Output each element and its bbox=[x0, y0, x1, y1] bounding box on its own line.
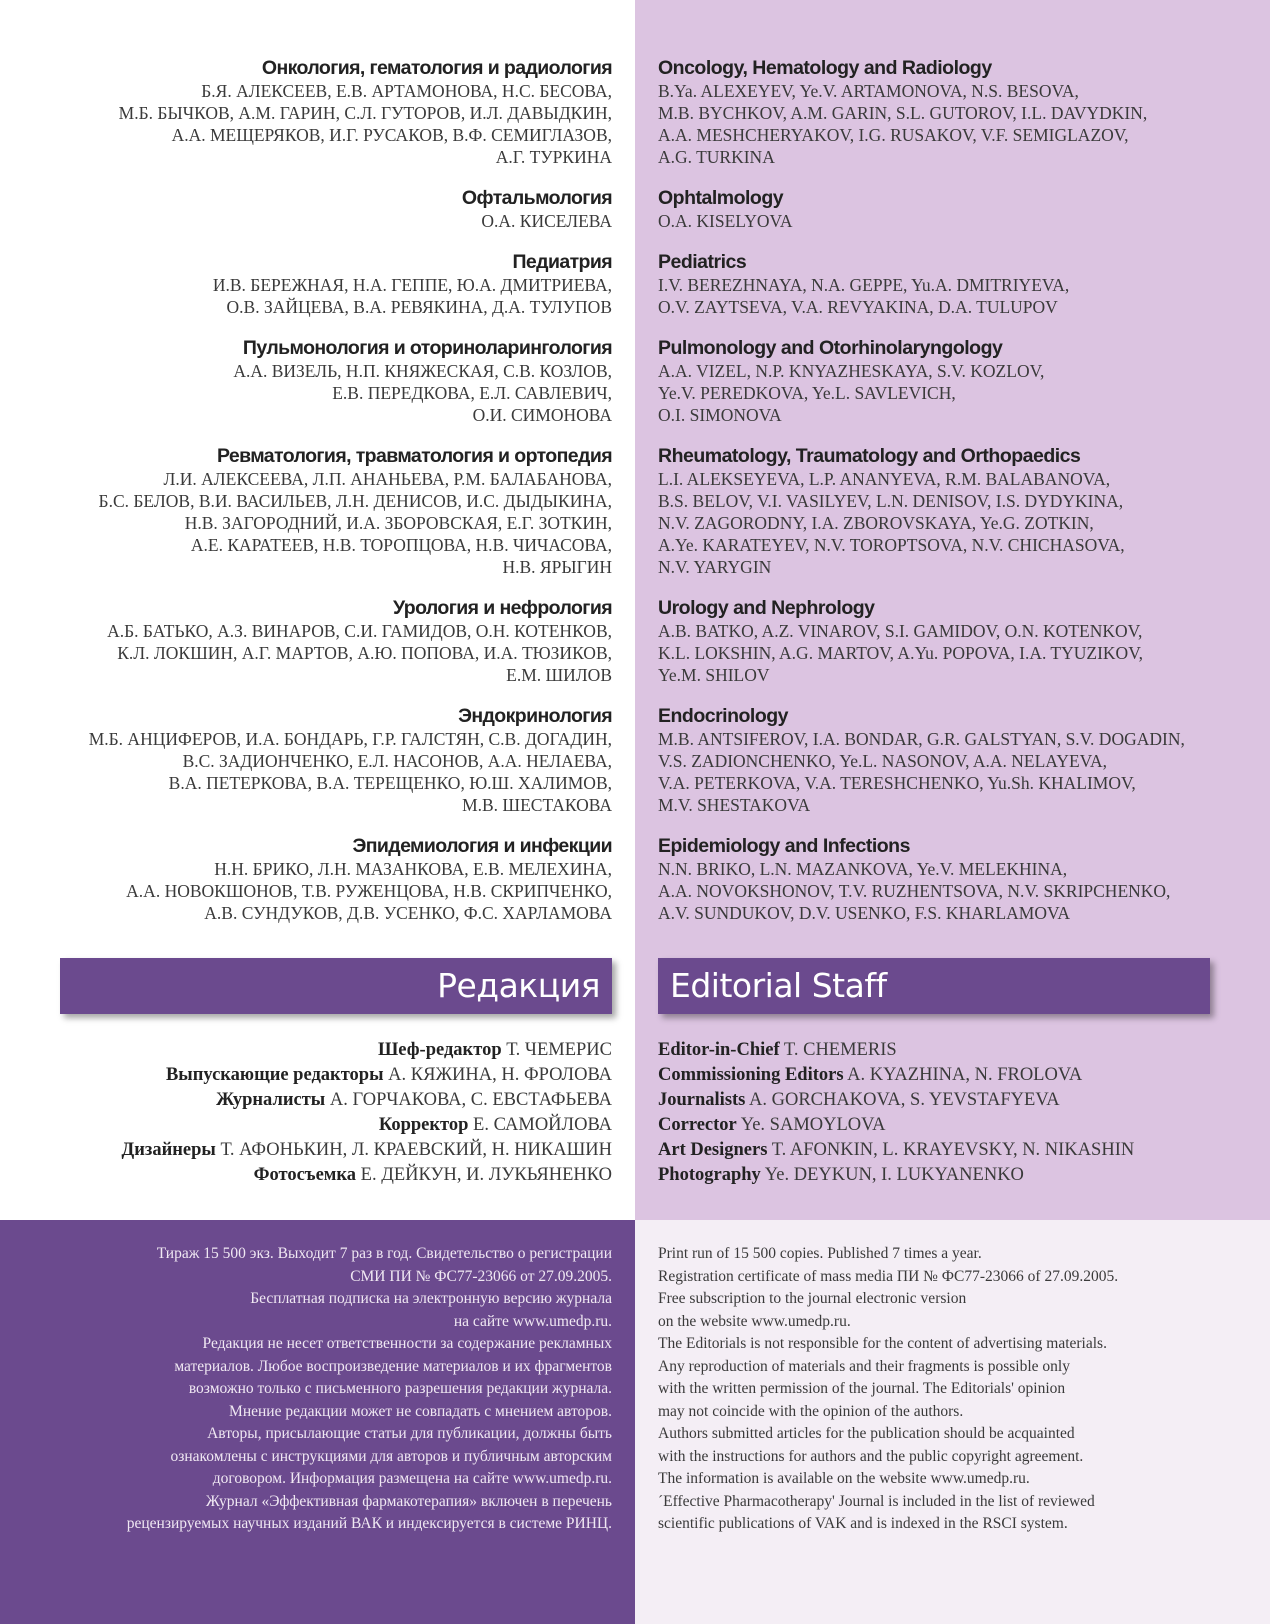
staff-row bbox=[658, 1163, 1218, 1188]
staff-role: Шеф-редактор bbox=[377, 1040, 502, 1060]
member-line: Ye.V. PEREDKOVA, Ye.L. SAVLEVICH, bbox=[658, 383, 956, 403]
member-line: К.Л. ЛОКШИН, А.Г. МАРТОВ, А.Ю. ПОПОВА, И.А. ТЮЗИКОВ, bbox=[117, 643, 612, 663]
member-line: Н.В. ЗАГОРОДНИЙ, И.А. ЗБОРОВСКАЯ, Е.Г. ЗОТКИН, bbox=[184, 513, 612, 533]
member-line: М.В. ШЕСТАКОВА bbox=[462, 795, 612, 815]
section-title: Endocrinology bbox=[658, 705, 788, 727]
note-line: материалов. Любое воспроизведение материалов и их фрагментов bbox=[174, 1357, 612, 1375]
board-section bbox=[658, 835, 1218, 924]
editorial-staff-heading-russian: Редакция bbox=[60, 958, 612, 1014]
member-line: A.A. VIZEL, N.P. KNYAZHESKAYA, S.V. KOZLOV, bbox=[658, 361, 1045, 381]
board-section bbox=[52, 251, 612, 318]
member-line: А.А. ВИЗЕЛЬ, Н.П. КНЯЖЕСКАЯ, С.В. КОЗЛОВ, bbox=[233, 361, 612, 381]
staff-row bbox=[658, 1113, 1218, 1138]
note-line: The information is available on the website www.umedp.ru. bbox=[658, 1470, 1030, 1487]
member-line: M.V. SHESTAKOVA bbox=[658, 795, 811, 815]
note-line: Мнение редакции может не совпадать с мнением авторов. bbox=[229, 1402, 612, 1420]
section-members bbox=[658, 210, 1218, 232]
note-line: ´Effective Pharmacotherapy' Journal is included in the list of reviewed bbox=[658, 1492, 1095, 1510]
note-line: Registration certificate of mass media ПИ № ФС77-23066 of 27.09.2005. bbox=[658, 1267, 1119, 1285]
member-line: Б.С. БЕЛОВ, В.И. ВАСИЛЬЕВ, Л.Н. ДЕНИСОВ, И.С. ДЫДЫКИНА, bbox=[98, 491, 612, 511]
section-title: Урология и нефрология bbox=[392, 597, 612, 619]
board-section bbox=[52, 445, 612, 578]
section-title: Эндокринология bbox=[458, 705, 612, 727]
staff-names: А. КЯЖИНА, Н. ФРОЛОВА bbox=[388, 1065, 612, 1085]
section-members bbox=[658, 620, 1218, 686]
member-line: A.Ye. KARATEYEV, N.V. TOROPTSOVA, N.V. CHICHASOVA, bbox=[658, 535, 1125, 555]
note-line: договором. Информация размещена на сайте www.umedp.ru. bbox=[212, 1470, 612, 1487]
note-line: on the website www.umedp.ru. bbox=[658, 1312, 851, 1330]
staff-names: Т. АФОНЬКИН, Л. КРАЕВСКИЙ, Н. НИКАШИН bbox=[220, 1140, 612, 1160]
section-members bbox=[52, 620, 612, 686]
note-line: возможно только с письменного разрешения редакции журнала. bbox=[188, 1380, 612, 1397]
note-line: на сайте www.umedp.ru. bbox=[453, 1312, 612, 1330]
publication-notes-russian bbox=[47, 1243, 612, 1536]
staff-row bbox=[52, 1063, 612, 1088]
staff-role: Выпускающие редакторы bbox=[165, 1065, 384, 1085]
section-title: Rheumatology, Traumatology and Orthopaedics bbox=[658, 445, 1081, 467]
member-line: B.S. BELOV, V.I. VASILYEV, L.N. DENISOV, I.S. DYDYKINA, bbox=[658, 491, 1124, 511]
section-title: Oncology, Hematology and Radiology bbox=[658, 57, 992, 79]
section-title: Педиатрия bbox=[512, 251, 612, 273]
note-line: Бесплатная подписка на электронную версию журнала bbox=[250, 1290, 612, 1307]
section-members bbox=[658, 728, 1218, 816]
section-title: Pediatrics bbox=[658, 251, 747, 273]
board-section bbox=[52, 57, 612, 168]
section-members bbox=[658, 468, 1218, 578]
note-line: Авторы, присылающие статьи для публикации, должны быть bbox=[207, 1425, 612, 1442]
note-line: Редакция не несет ответственности за содержание рекламных bbox=[202, 1335, 612, 1352]
member-line: Ye.M. SHILOV bbox=[658, 665, 770, 685]
section-title: Пульмонология и оториноларингология bbox=[242, 337, 612, 359]
staff-row bbox=[52, 1113, 612, 1138]
section-members bbox=[658, 274, 1218, 318]
staff-names: T. AFONKIN, L. KRAYEVSKY, N. NIKASHIN bbox=[771, 1140, 1135, 1160]
member-line: А.В. СУНДУКОВ, Д.В. УСЕНКО, Ф.С. ХАРЛАМОВА bbox=[204, 903, 612, 923]
board-section bbox=[52, 705, 612, 816]
section-members bbox=[52, 80, 612, 168]
member-line: L.I. ALEKSEYEVA, L.P. ANANYEVA, R.M. BALABANOVA, bbox=[658, 469, 1111, 489]
member-line: Б.Я. АЛЕКСЕЕВ, Е.В. АРТАМОНОВА, Н.С. БЕСОВА, bbox=[201, 81, 612, 101]
section-members bbox=[52, 210, 612, 232]
staff-names: Е. САМОЙЛОВА bbox=[473, 1115, 612, 1135]
section-members bbox=[658, 360, 1218, 426]
section-title: Urology and Nephrology bbox=[658, 597, 875, 619]
board-section bbox=[52, 835, 612, 924]
note-line: рецензируемых научных изданий ВАК и индексируется в системе РИНЦ. bbox=[126, 1515, 612, 1532]
member-line: А.А. НОВОКШОНОВ, Т.В. РУЖЕНЦОВА, Н.В. СКРИПЧЕНКО, bbox=[126, 881, 612, 901]
member-line: М.Б. БЫЧКОВ, А.М. ГАРИН, С.Л. ГУТОРОВ, И.Л. ДАВЫДКИН, bbox=[118, 103, 612, 123]
note-line: Any reproduction of materials and their fragments is possible only bbox=[658, 1357, 1070, 1375]
staff-role: Photography bbox=[658, 1165, 761, 1185]
section-title: Ophtalmology bbox=[658, 187, 784, 209]
member-line: Н.В. ЯРЫГИН bbox=[502, 557, 612, 577]
member-line: А.Б. БАТЬКО, А.З. ВИНАРОВ, С.И. ГАМИДОВ, О.Н. КОТЕНКОВ, bbox=[107, 621, 612, 641]
section-title: Эпидемиология и инфекции bbox=[352, 835, 612, 857]
staff-row bbox=[52, 1138, 612, 1163]
note-line: may not coincide with the opinion of the authors. bbox=[658, 1402, 964, 1420]
member-line: N.V. YARYGIN bbox=[658, 557, 772, 577]
member-line: V.S. ZADIONCHENKO, Ye.L. NASONOV, A.A. NELAYEVA, bbox=[658, 751, 1108, 771]
board-section bbox=[658, 445, 1218, 578]
member-line: A.G. TURKINA bbox=[658, 147, 775, 167]
member-line: И.В. БЕРЕЖНАЯ, Н.А. ГЕППЕ, Ю.А. ДМИТРИЕВА, bbox=[212, 275, 612, 295]
member-line: А.Г. ТУРКИНА bbox=[495, 147, 612, 167]
member-line: A.B. BATKO, A.Z. VINAROV, S.I. GAMIDOV, O.N. KOTENKOV, bbox=[658, 621, 1143, 641]
note-line: ознакомлены с инструкциями для авторов и публичным авторским bbox=[170, 1447, 612, 1465]
board-section bbox=[658, 597, 1218, 686]
staff-role: Corrector bbox=[658, 1115, 737, 1135]
member-line: M.B. BYCHKOV, A.M. GARIN, S.L. GUTOROV, I.L. DAVYDKIN, bbox=[658, 103, 1148, 123]
staff-role: Фотосъемка bbox=[253, 1165, 357, 1185]
member-line: Н.Н. БРИКО, Л.Н. МАЗАНКОВА, Е.В. МЕЛЕХИНА, bbox=[214, 859, 612, 879]
board-section bbox=[658, 705, 1218, 816]
staff-row bbox=[658, 1138, 1218, 1163]
member-line: Е.М. ШИЛОВ bbox=[506, 665, 612, 685]
member-line: V.A. PETERKOVA, V.A. TERESHCHENKO, Yu.Sh. KHALIMOV, bbox=[658, 773, 1136, 793]
member-line: О.И. СИМОНОВА bbox=[472, 405, 612, 425]
staff-names: A. GORCHAKOVA, S. YEVSTAFYEVA bbox=[749, 1090, 1060, 1110]
member-line: M.B. ANTSIFEROV, I.A. BONDAR, G.R. GALSTYAN, S.V. DOGADIN, bbox=[658, 729, 1185, 749]
member-line: А.А. МЕЩЕРЯКОВ, И.Г. РУСАКОВ, В.Ф. СЕМИГЛАЗОВ, bbox=[171, 125, 612, 145]
staff-row bbox=[52, 1163, 612, 1188]
note-line: СМИ ПИ № ФС77-23066 от 27.09.2005. bbox=[350, 1267, 612, 1285]
member-line: N.N. BRIKO, L.N. MAZANKOVA, Ye.V. MELEKHINA, bbox=[658, 859, 1068, 879]
staff-role: Art Designers bbox=[658, 1140, 768, 1160]
staff-names: T. CHEMERIS bbox=[783, 1040, 897, 1060]
note-line: Free subscription to the journal electronic version bbox=[658, 1290, 967, 1307]
member-line: A.A. NOVOKSHONOV, T.V. RUZHENTSOVA, N.V. SKRIPCHENKO, bbox=[658, 881, 1171, 901]
member-line: Е.В. ПЕРЕДКОВА, Е.Л. САВЛЕВИЧ, bbox=[332, 383, 612, 403]
staff-role: Дизайнеры bbox=[121, 1140, 216, 1160]
section-members bbox=[52, 274, 612, 318]
staff-row bbox=[658, 1063, 1218, 1088]
board-section bbox=[658, 251, 1218, 318]
section-members bbox=[658, 858, 1218, 924]
staff-row bbox=[658, 1088, 1218, 1113]
board-section bbox=[52, 597, 612, 686]
member-line: B.Ya. ALEXEYEV, Ye.V. ARTAMONOVA, N.S. BESOVA, bbox=[658, 81, 1079, 101]
note-line: Журнал «Эффективная фармакотерапия» включен в перечень bbox=[205, 1492, 612, 1510]
member-line: Л.И. АЛЕКСЕЕВА, Л.П. АНАНЬЕВА, Р.М. БАЛАБАНОВА, bbox=[163, 469, 612, 489]
member-line: A.A. MESHCHERYAKOV, I.G. RUSAKOV, V.F. SEMIGLAZOV, bbox=[658, 125, 1129, 145]
board-section bbox=[52, 187, 612, 232]
staff-names: Т. ЧЕМЕРИС bbox=[506, 1040, 612, 1060]
member-line: N.V. ZAGORODNY, I.A. ZBOROVSKAYA, Ye.G. ZOTKIN, bbox=[658, 513, 1094, 533]
staff-role: Editor-in-Chief bbox=[658, 1040, 780, 1060]
member-line: O.I. SIMONOVA bbox=[658, 405, 782, 425]
member-line: В.А. ПЕТЕРКОВА, В.А. ТЕРЕЩЕНКО, Ю.Ш. ХАЛИМОВ, bbox=[168, 773, 612, 793]
board-section bbox=[52, 337, 612, 426]
member-line: A.V. SUNDUKOV, D.V. USENKO, F.S. KHARLAMOVA bbox=[658, 903, 1071, 923]
note-line: with the written permission of the journal. The Editorials' opinion bbox=[658, 1380, 1066, 1397]
note-line: Тираж 15 500 экз. Выходит 7 раз в год. Свидетельство о регистрации bbox=[156, 1245, 612, 1262]
section-title: Ревматология, травматология и ортопедия bbox=[216, 445, 612, 467]
staff-row bbox=[658, 1038, 1218, 1063]
section-members bbox=[658, 80, 1218, 168]
staff-role: Journalists bbox=[658, 1090, 746, 1110]
staff-names: Ye. SAMOYLOVA bbox=[740, 1115, 886, 1135]
editorial-staff-list-english bbox=[658, 1038, 1218, 1188]
note-line: scientific publications of VAK and is indexed in the RSCI system. bbox=[658, 1515, 1068, 1532]
board-section bbox=[658, 187, 1218, 232]
section-title: Офтальмология bbox=[461, 187, 612, 209]
editorial-board-english bbox=[658, 57, 1218, 943]
section-title: Pulmonology and Otorhinolaryngology bbox=[658, 337, 1003, 359]
member-line: O.V. ZAYTSEVA, V.A. REVYAKINA, D.A. TULUPOV bbox=[658, 297, 1058, 317]
section-members bbox=[52, 360, 612, 426]
staff-role: Журналисты bbox=[215, 1090, 326, 1110]
member-line: А.Е. КАРАТЕЕВ, Н.В. ТОРОПЦОВА, Н.В. ЧИЧАСОВА, bbox=[190, 535, 612, 555]
member-line: М.Б. АНЦИФЕРОВ, И.А. БОНДАРЬ, Г.Р. ГАЛСТЯН, С.В. ДОГАДИН, bbox=[88, 729, 612, 749]
staff-names: Ye. DEYKUN, I. LUKYANENKO bbox=[764, 1165, 1024, 1185]
section-title: Онкология, гематология и радиология bbox=[261, 57, 612, 79]
section-members bbox=[52, 858, 612, 924]
note-line: Authors submitted articles for the publication should be acquainted bbox=[658, 1425, 1075, 1442]
staff-names: A. KYAZHINA, N. FROLOVA bbox=[847, 1065, 1083, 1085]
member-line: О.А. КИСЕЛЕВА bbox=[481, 211, 612, 231]
staff-role: Корректор bbox=[378, 1115, 469, 1135]
editorial-staff-heading-english: Editorial Staff bbox=[658, 958, 1210, 1014]
section-members bbox=[52, 728, 612, 816]
editorial-board-russian bbox=[52, 57, 612, 943]
section-title: Epidemiology and Infections bbox=[658, 835, 910, 857]
note-line: The Editorials is not responsible for the content of advertising materials. bbox=[658, 1335, 1107, 1352]
member-line: О.В. ЗАЙЦЕВА, В.А. РЕВЯКИНА, Д.А. ТУЛУПОВ bbox=[226, 297, 612, 317]
note-line: with the instructions for authors and the public copyright agreement. bbox=[658, 1447, 1084, 1465]
publication-notes-english bbox=[658, 1243, 1223, 1536]
board-section bbox=[658, 337, 1218, 426]
staff-role: Commissioning Editors bbox=[658, 1065, 844, 1085]
section-members bbox=[52, 468, 612, 578]
member-line: O.A. KISELYOVA bbox=[658, 211, 793, 231]
staff-names: А. ГОРЧАКОВА, С. ЕВСТАФЬЕВА bbox=[329, 1090, 612, 1110]
staff-row bbox=[52, 1088, 612, 1113]
member-line: I.V. BEREZHNAYA, N.A. GEPPE, Yu.A. DMITRIYEVA, bbox=[658, 275, 1070, 295]
member-line: В.С. ЗАДИОНЧЕНКО, Е.Л. НАСОНОВ, А.А. НЕЛАЕВА, bbox=[182, 751, 612, 771]
note-line: Print run of 15 500 copies. Published 7 times a year. bbox=[658, 1245, 982, 1262]
editorial-staff-list-russian bbox=[52, 1038, 612, 1188]
staff-row bbox=[52, 1038, 612, 1063]
staff-names: Е. ДЕЙКУН, И. ЛУКЬЯНЕНКО bbox=[360, 1165, 612, 1185]
board-section bbox=[658, 57, 1218, 168]
member-line: K.L. LOKSHIN, A.G. MARTOV, A.Yu. POPOVA, I.A. TYUZIKOV, bbox=[658, 643, 1143, 663]
